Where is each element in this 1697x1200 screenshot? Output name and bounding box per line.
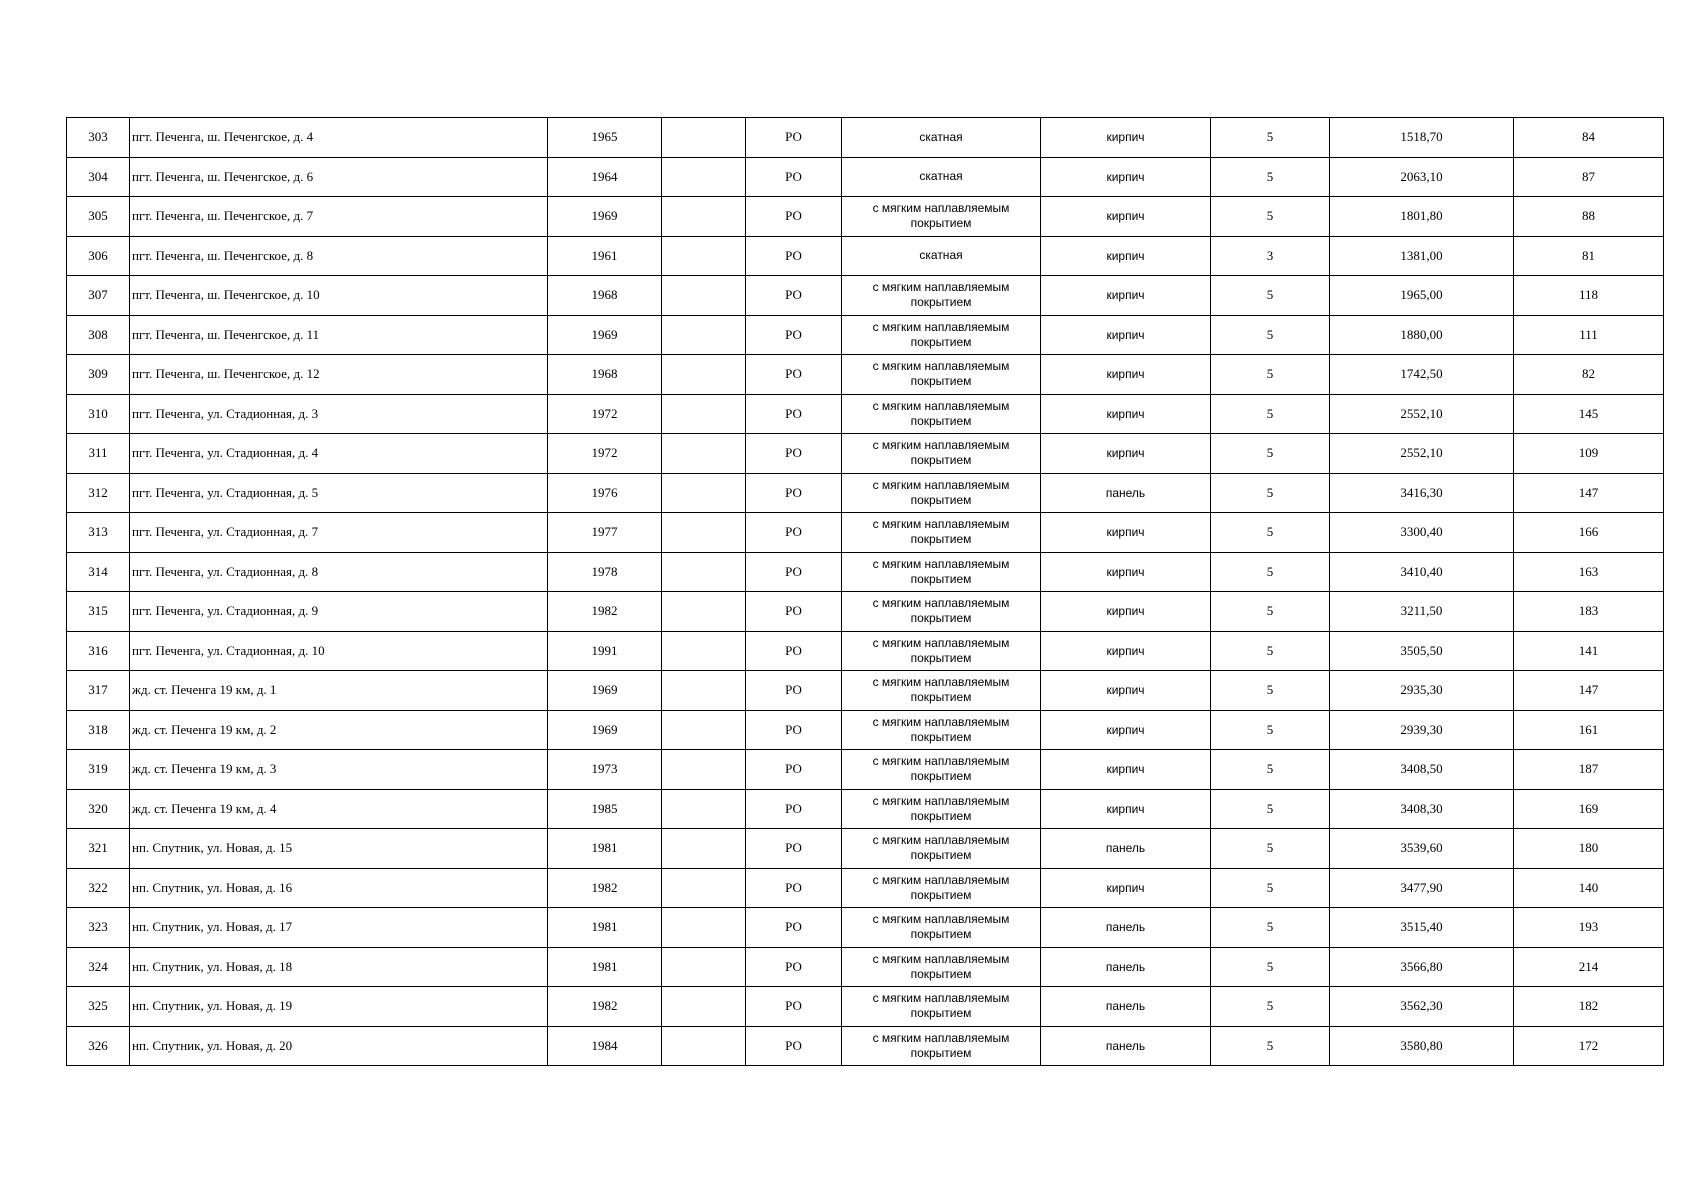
type-cell: РО	[746, 947, 842, 987]
floors-cell: 5	[1211, 868, 1330, 908]
type-cell: РО	[746, 750, 842, 790]
year-cell: 1982	[548, 868, 662, 908]
roof-type-cell: с мягким наплавляемым покрытием	[842, 671, 1041, 711]
year-cell: 1969	[548, 315, 662, 355]
count-cell: 145	[1514, 394, 1664, 434]
year-cell: 1964	[548, 157, 662, 197]
wall-material-cell: кирпич	[1041, 552, 1211, 592]
floors-cell: 5	[1211, 789, 1330, 829]
floors-cell: 5	[1211, 592, 1330, 632]
empty-cell	[662, 987, 746, 1027]
empty-cell	[662, 157, 746, 197]
wall-material-cell: кирпич	[1041, 355, 1211, 395]
address-cell: пгт. Печенга, ул. Стадионная, д. 8	[130, 552, 548, 592]
floors-cell: 5	[1211, 1026, 1330, 1066]
address-cell: пгт. Печенга, ш. Печенгское, д. 10	[130, 276, 548, 316]
wall-material-cell: панель	[1041, 1026, 1211, 1066]
address-cell: пгт. Печенга, ул. Стадионная, д. 4	[130, 434, 548, 474]
empty-cell	[662, 197, 746, 237]
row-number-cell: 308	[67, 315, 130, 355]
table-row	[67, 552, 1664, 592]
table-row	[67, 1026, 1664, 1066]
type-cell: РО	[746, 789, 842, 829]
wall-material-cell: кирпич	[1041, 236, 1211, 276]
wall-material-cell: панель	[1041, 908, 1211, 948]
empty-cell	[662, 552, 746, 592]
type-cell: РО	[746, 710, 842, 750]
wall-material-cell: кирпич	[1041, 276, 1211, 316]
year-cell: 1985	[548, 789, 662, 829]
address-cell: пгт. Печенга, ул. Стадионная, д. 7	[130, 513, 548, 553]
roof-type-cell: с мягким наплавляемым покрытием	[842, 1026, 1041, 1066]
row-number-cell: 318	[67, 710, 130, 750]
year-cell: 1977	[548, 513, 662, 553]
row-number-cell: 304	[67, 157, 130, 197]
year-cell: 1973	[548, 750, 662, 790]
row-number-cell: 320	[67, 789, 130, 829]
empty-cell	[662, 315, 746, 355]
address-cell: нп. Спутник, ул. Новая, д. 18	[130, 947, 548, 987]
roof-type-cell: с мягким наплавляемым покрытием	[842, 315, 1041, 355]
year-cell: 1969	[548, 710, 662, 750]
area-cell: 1742,50	[1330, 355, 1514, 395]
type-cell: РО	[746, 236, 842, 276]
floors-cell: 5	[1211, 987, 1330, 1027]
count-cell: 118	[1514, 276, 1664, 316]
table-row	[67, 394, 1664, 434]
table-row	[67, 789, 1664, 829]
type-cell: РО	[746, 197, 842, 237]
address-cell: пгт. Печенга, ул. Стадионная, д. 10	[130, 631, 548, 671]
floors-cell: 3	[1211, 236, 1330, 276]
roof-type-cell: с мягким наплавляемым покрытием	[842, 789, 1041, 829]
year-cell: 1976	[548, 473, 662, 513]
type-cell: РО	[746, 671, 842, 711]
table-row	[67, 592, 1664, 632]
floors-cell: 5	[1211, 513, 1330, 553]
area-cell: 2935,30	[1330, 671, 1514, 711]
floors-cell: 5	[1211, 671, 1330, 711]
type-cell: РО	[746, 315, 842, 355]
count-cell: 182	[1514, 987, 1664, 1027]
area-cell: 3580,80	[1330, 1026, 1514, 1066]
wall-material-cell: панель	[1041, 947, 1211, 987]
roof-type-cell: с мягким наплавляемым покрытием	[842, 434, 1041, 474]
type-cell: РО	[746, 434, 842, 474]
row-number-cell: 326	[67, 1026, 130, 1066]
count-cell: 81	[1514, 236, 1664, 276]
floors-cell: 5	[1211, 552, 1330, 592]
table-row	[67, 513, 1664, 553]
floors-cell: 5	[1211, 355, 1330, 395]
floors-cell: 5	[1211, 710, 1330, 750]
empty-cell	[662, 1026, 746, 1066]
area-cell: 2939,30	[1330, 710, 1514, 750]
count-cell: 84	[1514, 118, 1664, 158]
empty-cell	[662, 750, 746, 790]
address-cell: жд. ст. Печенга 19 км, д. 1	[130, 671, 548, 711]
floors-cell: 5	[1211, 157, 1330, 197]
year-cell: 1968	[548, 276, 662, 316]
type-cell: РО	[746, 473, 842, 513]
type-cell: РО	[746, 513, 842, 553]
address-cell: нп. Спутник, ул. Новая, д. 19	[130, 987, 548, 1027]
wall-material-cell: кирпич	[1041, 394, 1211, 434]
count-cell: 214	[1514, 947, 1664, 987]
empty-cell	[662, 355, 746, 395]
year-cell: 1981	[548, 908, 662, 948]
address-cell: пгт. Печенга, ш. Печенгское, д. 8	[130, 236, 548, 276]
roof-type-cell: скатная	[842, 118, 1041, 158]
count-cell: 169	[1514, 789, 1664, 829]
roof-type-cell: скатная	[842, 157, 1041, 197]
count-cell: 166	[1514, 513, 1664, 553]
count-cell: 193	[1514, 908, 1664, 948]
table-row	[67, 750, 1664, 790]
area-cell: 3477,90	[1330, 868, 1514, 908]
table-row	[67, 355, 1664, 395]
year-cell: 1969	[548, 197, 662, 237]
roof-type-cell: с мягким наплавляемым покрытием	[842, 987, 1041, 1027]
roof-type-cell: с мягким наплавляемым покрытием	[842, 592, 1041, 632]
address-cell: нп. Спутник, ул. Новая, д. 17	[130, 908, 548, 948]
empty-cell	[662, 473, 746, 513]
wall-material-cell: кирпич	[1041, 789, 1211, 829]
empty-cell	[662, 868, 746, 908]
floors-cell: 5	[1211, 750, 1330, 790]
roof-type-cell: с мягким наплавляемым покрытием	[842, 513, 1041, 553]
count-cell: 111	[1514, 315, 1664, 355]
type-cell: РО	[746, 1026, 842, 1066]
area-cell: 3416,30	[1330, 473, 1514, 513]
row-number-cell: 321	[67, 829, 130, 869]
empty-cell	[662, 118, 746, 158]
year-cell: 1965	[548, 118, 662, 158]
area-cell: 2063,10	[1330, 157, 1514, 197]
type-cell: РО	[746, 829, 842, 869]
row-number-cell: 310	[67, 394, 130, 434]
type-cell: РО	[746, 118, 842, 158]
type-cell: РО	[746, 908, 842, 948]
year-cell: 1984	[548, 1026, 662, 1066]
address-cell: нп. Спутник, ул. Новая, д. 20	[130, 1026, 548, 1066]
year-cell: 1991	[548, 631, 662, 671]
count-cell: 183	[1514, 592, 1664, 632]
empty-cell	[662, 829, 746, 869]
area-cell: 3515,40	[1330, 908, 1514, 948]
year-cell: 1968	[548, 355, 662, 395]
address-cell: жд. ст. Печенга 19 км, д. 3	[130, 750, 548, 790]
housing-table	[66, 117, 1664, 1066]
area-cell: 3566,80	[1330, 947, 1514, 987]
roof-type-cell: с мягким наплавляемым покрытием	[842, 710, 1041, 750]
count-cell: 140	[1514, 868, 1664, 908]
type-cell: РО	[746, 394, 842, 434]
row-number-cell: 305	[67, 197, 130, 237]
year-cell: 1981	[548, 829, 662, 869]
address-cell: жд. ст. Печенга 19 км, д. 2	[130, 710, 548, 750]
roof-type-cell: с мягким наплавляемым покрытием	[842, 750, 1041, 790]
address-cell: жд. ст. Печенга 19 км, д. 4	[130, 789, 548, 829]
wall-material-cell: кирпич	[1041, 118, 1211, 158]
type-cell: РО	[746, 276, 842, 316]
floors-cell: 5	[1211, 394, 1330, 434]
year-cell: 1969	[548, 671, 662, 711]
floors-cell: 5	[1211, 118, 1330, 158]
row-number-cell: 303	[67, 118, 130, 158]
wall-material-cell: кирпич	[1041, 197, 1211, 237]
wall-material-cell: кирпич	[1041, 315, 1211, 355]
table-row	[67, 434, 1664, 474]
floors-cell: 5	[1211, 315, 1330, 355]
address-cell: пгт. Печенга, ш. Печенгское, д. 4	[130, 118, 548, 158]
wall-material-cell: кирпич	[1041, 710, 1211, 750]
row-number-cell: 317	[67, 671, 130, 711]
count-cell: 172	[1514, 1026, 1664, 1066]
wall-material-cell: кирпич	[1041, 631, 1211, 671]
row-number-cell: 323	[67, 908, 130, 948]
wall-material-cell: кирпич	[1041, 513, 1211, 553]
wall-material-cell: панель	[1041, 473, 1211, 513]
year-cell: 1978	[548, 552, 662, 592]
count-cell: 141	[1514, 631, 1664, 671]
wall-material-cell: кирпич	[1041, 671, 1211, 711]
year-cell: 1982	[548, 987, 662, 1027]
count-cell: 147	[1514, 671, 1664, 711]
empty-cell	[662, 908, 746, 948]
roof-type-cell: с мягким наплавляемым покрытием	[842, 355, 1041, 395]
count-cell: 163	[1514, 552, 1664, 592]
row-number-cell: 312	[67, 473, 130, 513]
wall-material-cell: кирпич	[1041, 750, 1211, 790]
floors-cell: 5	[1211, 631, 1330, 671]
area-cell: 3408,50	[1330, 750, 1514, 790]
roof-type-cell: с мягким наплавляемым покрытием	[842, 197, 1041, 237]
empty-cell	[662, 592, 746, 632]
row-number-cell: 309	[67, 355, 130, 395]
year-cell: 1982	[548, 592, 662, 632]
floors-cell: 5	[1211, 947, 1330, 987]
empty-cell	[662, 236, 746, 276]
table-row	[67, 236, 1664, 276]
roof-type-cell: с мягким наплавляемым покрытием	[842, 276, 1041, 316]
table-row	[67, 276, 1664, 316]
roof-type-cell: с мягким наплавляемым покрытием	[842, 473, 1041, 513]
address-cell: пгт. Печенга, ул. Стадионная, д. 5	[130, 473, 548, 513]
floors-cell: 5	[1211, 276, 1330, 316]
row-number-cell: 313	[67, 513, 130, 553]
table-row	[67, 987, 1664, 1027]
count-cell: 187	[1514, 750, 1664, 790]
type-cell: РО	[746, 868, 842, 908]
area-cell: 3562,30	[1330, 987, 1514, 1027]
table-row	[67, 671, 1664, 711]
roof-type-cell: скатная	[842, 236, 1041, 276]
roof-type-cell: с мягким наплавляемым покрытием	[842, 908, 1041, 948]
address-cell: пгт. Печенга, ш. Печенгское, д. 6	[130, 157, 548, 197]
count-cell: 180	[1514, 829, 1664, 869]
table-row	[67, 908, 1664, 948]
roof-type-cell: с мягким наплавляемым покрытием	[842, 868, 1041, 908]
area-cell: 1880,00	[1330, 315, 1514, 355]
floors-cell: 5	[1211, 434, 1330, 474]
area-cell: 3408,30	[1330, 789, 1514, 829]
type-cell: РО	[746, 631, 842, 671]
empty-cell	[662, 394, 746, 434]
count-cell: 109	[1514, 434, 1664, 474]
table-row	[67, 118, 1664, 158]
area-cell: 1965,00	[1330, 276, 1514, 316]
address-cell: пгт. Печенга, ул. Стадионная, д. 3	[130, 394, 548, 434]
table-row	[67, 473, 1664, 513]
empty-cell	[662, 947, 746, 987]
type-cell: РО	[746, 552, 842, 592]
row-number-cell: 316	[67, 631, 130, 671]
table-row	[67, 947, 1664, 987]
table-row	[67, 829, 1664, 869]
roof-type-cell: с мягким наплавляемым покрытием	[842, 552, 1041, 592]
row-number-cell: 314	[67, 552, 130, 592]
wall-material-cell: кирпич	[1041, 592, 1211, 632]
address-cell: пгт. Печенга, ш. Печенгское, д. 12	[130, 355, 548, 395]
empty-cell	[662, 710, 746, 750]
table-row	[67, 868, 1664, 908]
wall-material-cell: кирпич	[1041, 868, 1211, 908]
row-number-cell: 322	[67, 868, 130, 908]
roof-type-cell: с мягким наплавляемым покрытием	[842, 394, 1041, 434]
floors-cell: 5	[1211, 473, 1330, 513]
type-cell: РО	[746, 592, 842, 632]
table-row	[67, 631, 1664, 671]
empty-cell	[662, 513, 746, 553]
address-cell: пгт. Печенга, ул. Стадионная, д. 9	[130, 592, 548, 632]
area-cell: 1801,80	[1330, 197, 1514, 237]
row-number-cell: 311	[67, 434, 130, 474]
year-cell: 1972	[548, 434, 662, 474]
year-cell: 1972	[548, 394, 662, 434]
wall-material-cell: панель	[1041, 987, 1211, 1027]
empty-cell	[662, 631, 746, 671]
area-cell: 1381,00	[1330, 236, 1514, 276]
roof-type-cell: с мягким наплавляемым покрытием	[842, 947, 1041, 987]
empty-cell	[662, 276, 746, 316]
row-number-cell: 319	[67, 750, 130, 790]
count-cell: 147	[1514, 473, 1664, 513]
table-row	[67, 197, 1664, 237]
empty-cell	[662, 789, 746, 829]
area-cell: 3211,50	[1330, 592, 1514, 632]
wall-material-cell: панель	[1041, 829, 1211, 869]
row-number-cell: 325	[67, 987, 130, 1027]
address-cell: пгт. Печенга, ш. Печенгское, д. 7	[130, 197, 548, 237]
row-number-cell: 307	[67, 276, 130, 316]
row-number-cell: 324	[67, 947, 130, 987]
roof-type-cell: с мягким наплавляемым покрытием	[842, 631, 1041, 671]
area-cell: 3300,40	[1330, 513, 1514, 553]
table-row	[67, 157, 1664, 197]
address-cell: нп. Спутник, ул. Новая, д. 16	[130, 868, 548, 908]
address-cell: нп. Спутник, ул. Новая, д. 15	[130, 829, 548, 869]
empty-cell	[662, 671, 746, 711]
type-cell: РО	[746, 157, 842, 197]
address-cell: пгт. Печенга, ш. Печенгское, д. 11	[130, 315, 548, 355]
table-body	[67, 118, 1664, 1066]
type-cell: РО	[746, 987, 842, 1027]
count-cell: 161	[1514, 710, 1664, 750]
roof-type-cell: с мягким наплавляемым покрытием	[842, 829, 1041, 869]
area-cell: 3505,50	[1330, 631, 1514, 671]
document-sheet	[66, 117, 1663, 1066]
count-cell: 82	[1514, 355, 1664, 395]
wall-material-cell: кирпич	[1041, 434, 1211, 474]
floors-cell: 5	[1211, 197, 1330, 237]
area-cell: 3410,40	[1330, 552, 1514, 592]
table-row	[67, 315, 1664, 355]
area-cell: 2552,10	[1330, 394, 1514, 434]
empty-cell	[662, 434, 746, 474]
floors-cell: 5	[1211, 908, 1330, 948]
count-cell: 88	[1514, 197, 1664, 237]
floors-cell: 5	[1211, 829, 1330, 869]
area-cell: 1518,70	[1330, 118, 1514, 158]
area-cell: 3539,60	[1330, 829, 1514, 869]
area-cell: 2552,10	[1330, 434, 1514, 474]
wall-material-cell: кирпич	[1041, 157, 1211, 197]
count-cell: 87	[1514, 157, 1664, 197]
year-cell: 1961	[548, 236, 662, 276]
table-row	[67, 710, 1664, 750]
year-cell: 1981	[548, 947, 662, 987]
row-number-cell: 306	[67, 236, 130, 276]
type-cell: РО	[746, 355, 842, 395]
row-number-cell: 315	[67, 592, 130, 632]
